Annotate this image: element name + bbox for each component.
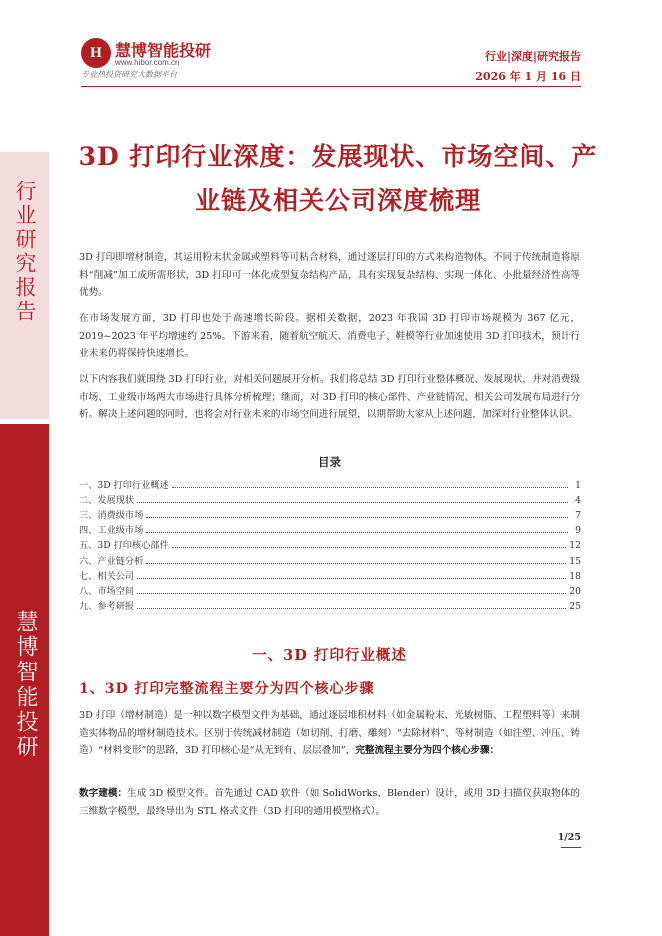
toc-leader	[146, 516, 568, 518]
toc-item[interactable]	[79, 567, 581, 582]
toc-item-label: 五、3D 打印核心部件	[79, 540, 169, 552]
toc-item[interactable]	[79, 521, 581, 536]
toc-leader	[137, 607, 566, 609]
toc-leader	[137, 592, 566, 594]
toc-leader	[137, 577, 566, 579]
report-tags: 行业|深度|研究报告	[484, 50, 581, 63]
section-heading: 一、3D 打印行业概述	[252, 647, 407, 664]
section-paragraph-1-emphasis: 完整流程主要分为四个核心步骤：	[355, 745, 500, 756]
toc-item-page: 20	[569, 585, 581, 597]
page-number: 1/25	[557, 832, 581, 843]
logo-url: www.hibor.com.cn	[115, 58, 180, 67]
toc-item-label: 六、产业链分析	[79, 555, 144, 567]
toc-leader	[137, 501, 568, 503]
toc-leader	[172, 546, 567, 548]
report-title-line-1: 3D 打印行业深度：发展现状、市场空间、产	[78, 142, 598, 171]
sidebar-brand: 慧博智能投研	[13, 610, 38, 760]
toc-item-label: 四、工业级市场	[79, 525, 144, 537]
toc-item-page: 7	[575, 510, 581, 522]
toc-item[interactable]	[79, 582, 581, 597]
toc-title: 目录	[318, 455, 341, 469]
toc-leader	[146, 562, 566, 564]
toc-item-page: 9	[575, 525, 581, 537]
toc-item-page: 15	[569, 555, 581, 567]
toc-item-label: 三、消费级市场	[79, 510, 144, 522]
toc-item[interactable]	[79, 476, 581, 491]
toc-item-label: 七、相关公司	[79, 570, 135, 582]
toc-item-page: 12	[569, 540, 581, 552]
toc-item-label: 一、3D 打印行业概述	[79, 480, 169, 492]
toc-item-page: 1	[575, 480, 581, 492]
header-divider	[81, 86, 581, 87]
section-paragraph-2	[79, 785, 580, 820]
toc-leader	[146, 531, 568, 533]
toc-item[interactable]	[79, 536, 581, 551]
toc-item-page: 4	[575, 495, 581, 507]
sidebar-report-type: 行业研究报告	[13, 180, 37, 324]
section-paragraph-1-text: 3D 打印（增材制造）是一种以数字模型文件为基础，通过逐层堆积材料（如金属粉末、光敏树脂、工程塑料等）来制造实体物品的增材制造技术。区别于传统减材制造（如切削、打磨、雕刻）“去除材料”、等材制造（如注塑、冲压、铸造）“材料变形”的思路，3D 打印核心是“从无到有、层层叠加”，	[79, 710, 580, 756]
intro-paragraph-3: 以下内容我们就围绕 3D 打印行业，对相关问题展开分析。我们将总结 3D 打印行业整体概况、发展现状，并对消费级市场、工业级市场两大市场进行具体分析梳理；继而，对 3D 打印的核心部件、产业链情况、相关公司发展布局进行分析。解决上述问题的同时，也将会对行业未来的市场空间进行展望，以期帮助大家从上述问题，加深对行业整体认识。	[79, 374, 580, 420]
section-paragraph-1	[79, 707, 580, 760]
report-title-line-2: 业链及相关公司深度梳理	[194, 186, 481, 215]
logo-emblem-icon: H	[81, 38, 111, 68]
toc-item[interactable]	[79, 506, 581, 521]
step-label: 数字建模：	[79, 788, 128, 799]
report-date: 2026 年 1 月 16 日	[475, 70, 581, 83]
section-paragraph-2-text: 生成 3D 模型文件。首先通过 CAD 软件（如 SolidWorks、Blender）设计，或用 3D 扫描仪获取物体的三维数字模型，最终导出为 STL 格式文件（3D 打印的通用模型格式）。	[79, 788, 581, 817]
report-title	[70, 135, 606, 223]
toc-item-label: 二、发展现状	[79, 495, 135, 507]
intro-paragraph-1: 3D 打印即增材制造，其运用粉末状金属或塑料等可粘合材料，通过逐层打印的方式来构造物体。不同于传统制造将原料“削减”加工成所需形状，3D 打印可一体化成型复杂结构产品，具有实现复杂结构、实现一体化、小批量经济性高等优势。	[79, 252, 580, 298]
logo-slogan: 专业热投资研究大数据平台	[81, 70, 177, 79]
toc-item[interactable]	[79, 551, 581, 566]
toc-item-page: 18	[569, 570, 581, 582]
toc-item-label: 八、市场空间	[79, 585, 135, 597]
toc-item-label: 九、参考研报	[79, 600, 135, 612]
header-meta	[475, 48, 581, 84]
subsection-heading: 1、3D 打印完整流程主要分为四个核心步骤	[79, 681, 375, 697]
toc-leader	[172, 486, 568, 488]
toc-item[interactable]	[79, 491, 581, 506]
intro-paragraph-2: 在市场发展方面，3D 打印也处于高速增长阶段。据相关数据，2023 年我国 3D 打印市场规模为 367 亿元，2019~2023 年平均增速约 25%。下游来看，随着航空航天、消费电子、鞋模等行业加速使用 3D 打印技术，预计行业未来仍将保持快速增长。	[79, 313, 580, 359]
toc-item[interactable]	[79, 597, 581, 612]
brand-logo	[81, 36, 301, 84]
footer-divider	[561, 847, 581, 848]
table-of-contents	[79, 476, 581, 612]
toc-item-page: 25	[569, 600, 581, 612]
logo-name: 慧博智能投研	[115, 41, 212, 60]
